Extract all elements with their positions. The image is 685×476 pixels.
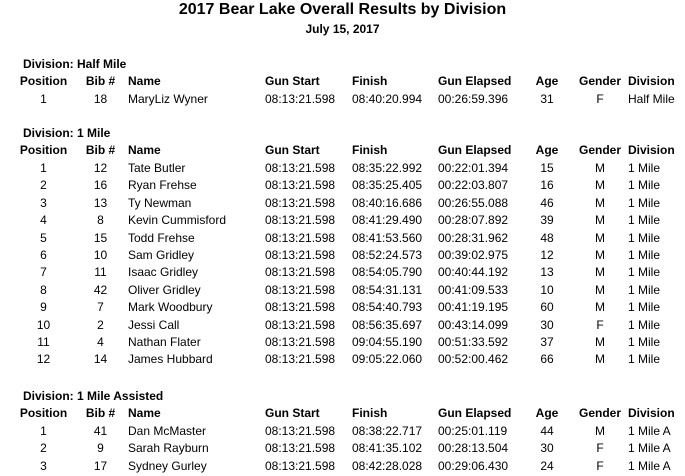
cell-finish: 08:54:40.793	[352, 300, 423, 315]
cell-division: 1 Mile	[628, 282, 661, 297]
cell-gun-start: 08:13:21.598	[265, 424, 336, 438]
table-row	[0, 300, 685, 317]
cell-gun-start: 08:13:21.598	[265, 282, 336, 297]
cell-finish: 08:54:31.131	[352, 282, 423, 297]
cell-finish: 08:35:25.405	[352, 178, 423, 193]
column-header-gun-elapsed: Gun Elapsed	[438, 74, 512, 88]
cell-gender: M	[595, 195, 605, 210]
cell-division: 1 Mile	[628, 300, 661, 315]
cell-position: 12	[36, 352, 51, 367]
cell-gun-elapsed: 00:28:07.892	[438, 213, 509, 228]
column-header-position: Position	[19, 143, 68, 157]
column-header-bib: Bib #	[85, 143, 116, 157]
column-header-gun-start: Gun Start	[265, 74, 320, 88]
cell-gun-start: 08:13:21.598	[265, 213, 336, 228]
table-row	[0, 213, 685, 230]
cell-gun-elapsed: 00:22:01.394	[438, 161, 509, 175]
cell-bib: 10	[93, 248, 108, 262]
column-header-age: Age	[535, 74, 559, 88]
table-row	[0, 178, 685, 195]
document-title: 2017 Bear Lake Overall Results by Division	[178, 1, 507, 18]
cell-gender: M	[595, 300, 605, 315]
cell-gun-start: 08:13:21.598	[265, 230, 336, 245]
cell-division: 1 Mile	[628, 317, 661, 332]
cell-finish: 08:40:20.994	[352, 92, 423, 106]
cell-gun-elapsed: 00:51:33.592	[438, 335, 509, 349]
cell-gender: M	[595, 424, 605, 438]
column-header-bib: Bib #	[85, 406, 116, 420]
cell-division: 1 Mile	[628, 178, 661, 193]
cell-division: 1 Mile	[628, 161, 661, 175]
cell-name: Sam Gridley	[128, 248, 195, 262]
cell-name: Nathan Flater	[128, 335, 201, 349]
cell-age: 39	[540, 213, 554, 228]
table-row	[0, 459, 685, 476]
column-header-position: Position	[19, 74, 68, 88]
cell-position: 4	[40, 213, 47, 228]
cell-gun-start: 08:13:21.598	[265, 265, 336, 280]
cell-gender: M	[595, 265, 605, 280]
cell-age: 48	[540, 230, 554, 245]
table-row	[0, 424, 685, 441]
column-header-division: Division	[628, 406, 675, 420]
cell-bib: 9	[97, 441, 104, 456]
column-header-position: Position	[19, 406, 68, 420]
cell-age: 13	[540, 265, 554, 280]
cell-gun-start: 08:13:21.598	[265, 248, 336, 262]
cell-gun-start: 08:13:21.598	[265, 195, 336, 210]
cell-name: Sarah Rayburn	[128, 441, 209, 456]
column-header-gender: Gender	[578, 406, 621, 420]
cell-name: James Hubbard	[128, 352, 213, 367]
cell-name: Ty Newman	[128, 195, 192, 210]
division-title: Division: 1 Mile	[23, 126, 111, 140]
column-header-finish: Finish	[352, 143, 388, 157]
division-title: Division: 1 Mile Assisted	[23, 389, 164, 403]
cell-position: 2	[40, 178, 47, 193]
document-date: July 15, 2017	[305, 22, 380, 36]
cell-age: 60	[540, 300, 554, 315]
cell-position: 1	[40, 424, 47, 438]
cell-position: 11	[37, 335, 50, 349]
table-row	[0, 335, 685, 352]
cell-gun-elapsed: 00:26:59.396	[438, 92, 509, 106]
cell-name: Kevin Cummisford	[128, 213, 227, 228]
cell-gun-elapsed: 00:43:14.099	[438, 317, 509, 332]
cell-position: 8	[40, 282, 47, 297]
table-row	[0, 441, 685, 458]
cell-finish: 08:41:29.490	[352, 213, 423, 228]
cell-finish: 08:40:16.686	[352, 195, 423, 210]
cell-division: 1 Mile A	[628, 424, 671, 438]
cell-bib: 14	[93, 352, 108, 367]
cell-name: Oliver Gridley	[128, 282, 201, 297]
cell-position: 10	[36, 317, 51, 332]
cell-gun-elapsed: 00:40:44.192	[438, 265, 509, 280]
cell-division: 1 Mile	[628, 265, 661, 280]
table-row	[0, 231, 685, 248]
cell-gun-elapsed: 00:29:06.430	[438, 458, 509, 473]
cell-position: 3	[40, 195, 47, 210]
table-header-row	[0, 143, 685, 160]
cell-gun-elapsed: 00:28:13.504	[438, 441, 509, 456]
cell-gun-elapsed: 00:52:00.462	[438, 352, 509, 367]
column-header-age: Age	[535, 406, 559, 420]
cell-bib: 8	[97, 213, 104, 228]
cell-position: 9	[40, 300, 47, 315]
cell-division: 1 Mile	[628, 213, 661, 228]
cell-finish: 08:38:22.717	[352, 424, 423, 438]
cell-finish: 08:52:24.573	[352, 248, 423, 262]
column-header-name: Name	[128, 74, 161, 88]
division-title: Division: Half Mile	[23, 57, 127, 71]
cell-bib: 4	[97, 335, 104, 349]
cell-division: Half Mile	[628, 92, 675, 106]
cell-bib: 15	[93, 230, 108, 245]
cell-gun-elapsed: 00:25:01.119	[438, 424, 508, 438]
cell-gender: M	[595, 178, 605, 193]
cell-name: Sydney Gurley	[128, 458, 207, 473]
cell-bib: 7	[97, 300, 104, 315]
table-row	[0, 283, 685, 300]
column-header-division: Division	[628, 74, 675, 88]
cell-bib: 16	[93, 178, 108, 193]
cell-gun-start: 08:13:21.598	[265, 178, 336, 193]
cell-finish: 08:41:35.102	[352, 441, 423, 456]
cell-age: 46	[540, 195, 554, 210]
cell-division: 1 Mile A	[628, 441, 671, 456]
column-header-name: Name	[128, 406, 161, 420]
cell-gun-start: 08:13:21.598	[265, 458, 336, 473]
cell-gender: F	[596, 92, 604, 106]
cell-division: 1 Mile	[628, 248, 661, 262]
cell-age: 31	[540, 92, 554, 106]
cell-bib: 11	[94, 265, 107, 280]
column-header-gender: Gender	[578, 143, 621, 157]
cell-gender: F	[596, 441, 604, 456]
cell-gender: M	[595, 161, 605, 175]
cell-finish: 08:42:28.028	[352, 458, 423, 473]
cell-bib: 18	[93, 92, 108, 106]
cell-name: Todd Frehse	[128, 230, 195, 245]
cell-position: 7	[40, 265, 47, 280]
column-header-gun-start: Gun Start	[265, 143, 320, 157]
column-header-gender: Gender	[578, 74, 621, 88]
cell-name: MaryLiz Wyner	[128, 92, 208, 106]
cell-age: 30	[540, 317, 554, 332]
cell-gun-elapsed: 00:39:02.975	[438, 248, 509, 262]
cell-gender: F	[596, 317, 604, 332]
column-header-gun-start: Gun Start	[265, 406, 320, 420]
cell-gender: M	[595, 248, 605, 262]
cell-gun-elapsed: 00:28:31.962	[438, 230, 509, 245]
cell-position: 3	[40, 458, 47, 473]
table-row	[0, 318, 685, 335]
cell-age: 10	[540, 282, 554, 297]
cell-gun-elapsed: 00:41:09.533	[438, 282, 509, 297]
cell-gender: M	[595, 213, 605, 228]
cell-age: 16	[540, 178, 554, 193]
cell-gender: M	[595, 230, 605, 245]
cell-gender: F	[596, 458, 604, 473]
cell-name: Ryan Frehse	[128, 178, 197, 193]
cell-age: 12	[540, 248, 554, 262]
cell-age: 66	[540, 352, 554, 367]
cell-gun-start: 08:13:21.598	[265, 317, 336, 332]
column-header-gun-elapsed: Gun Elapsed	[438, 406, 512, 420]
column-header-gun-elapsed: Gun Elapsed	[438, 143, 512, 157]
cell-age: 37	[540, 335, 554, 349]
column-header-finish: Finish	[352, 74, 388, 88]
cell-division: 1 Mile A	[628, 458, 671, 473]
table-header-row	[0, 74, 685, 91]
cell-finish: 08:56:35.697	[352, 317, 423, 332]
cell-gun-start: 08:13:21.598	[265, 300, 336, 315]
cell-gun-start: 08:13:21.598	[265, 441, 336, 456]
cell-bib: 2	[97, 317, 104, 332]
table-row	[0, 161, 685, 178]
cell-age: 24	[540, 458, 554, 473]
cell-name: Isaac Gridley	[128, 265, 199, 280]
table-row	[0, 196, 685, 213]
cell-gender: M	[595, 282, 605, 297]
table-row	[0, 265, 685, 282]
cell-gun-start: 08:13:21.598	[265, 92, 336, 106]
column-header-name: Name	[128, 143, 161, 157]
cell-gender: M	[595, 335, 605, 349]
cell-finish: 09:04:55.190	[352, 335, 423, 349]
column-header-finish: Finish	[352, 406, 388, 420]
cell-gun-start: 08:13:21.598	[265, 335, 336, 349]
table-header-row	[0, 406, 685, 423]
cell-position: 2	[40, 441, 47, 456]
cell-position: 1	[40, 161, 47, 175]
table-row	[0, 248, 685, 265]
cell-gun-elapsed: 00:26:55.088	[438, 195, 509, 210]
cell-age: 15	[540, 161, 554, 175]
cell-name: Dan McMaster	[128, 424, 207, 438]
cell-gun-elapsed: 00:22:03.807	[438, 178, 509, 193]
cell-division: 1 Mile	[628, 335, 661, 349]
cell-position: 1	[40, 92, 47, 106]
cell-bib: 13	[93, 195, 108, 210]
cell-gun-start: 08:13:21.598	[265, 161, 336, 175]
cell-division: 1 Mile	[628, 230, 661, 245]
table-row	[0, 92, 685, 109]
cell-gender: M	[595, 352, 605, 367]
column-header-bib: Bib #	[85, 74, 116, 88]
table-row	[0, 352, 685, 369]
cell-bib: 17	[93, 458, 108, 473]
cell-gun-start: 08:13:21.598	[265, 352, 336, 367]
column-header-age: Age	[535, 143, 559, 157]
cell-finish: 08:54:05.790	[352, 265, 423, 280]
cell-bib: 41	[93, 424, 108, 438]
cell-name: Jessi Call	[128, 317, 180, 332]
cell-bib: 12	[93, 161, 108, 175]
cell-age: 30	[540, 441, 554, 456]
cell-finish: 08:41:53.560	[352, 230, 423, 245]
cell-position: 6	[40, 248, 47, 262]
cell-bib: 42	[93, 282, 108, 297]
column-header-division: Division	[628, 143, 675, 157]
cell-finish: 08:35:22.992	[352, 161, 423, 175]
cell-age: 44	[540, 424, 554, 438]
cell-gun-elapsed: 00:41:19.195	[438, 300, 509, 315]
cell-position: 5	[40, 230, 47, 245]
cell-name: Mark Woodbury	[128, 300, 213, 315]
cell-finish: 09:05:22.060	[352, 352, 423, 367]
cell-name: Tate Butler	[128, 161, 186, 175]
cell-division: 1 Mile	[628, 352, 661, 367]
cell-division: 1 Mile	[628, 195, 661, 210]
